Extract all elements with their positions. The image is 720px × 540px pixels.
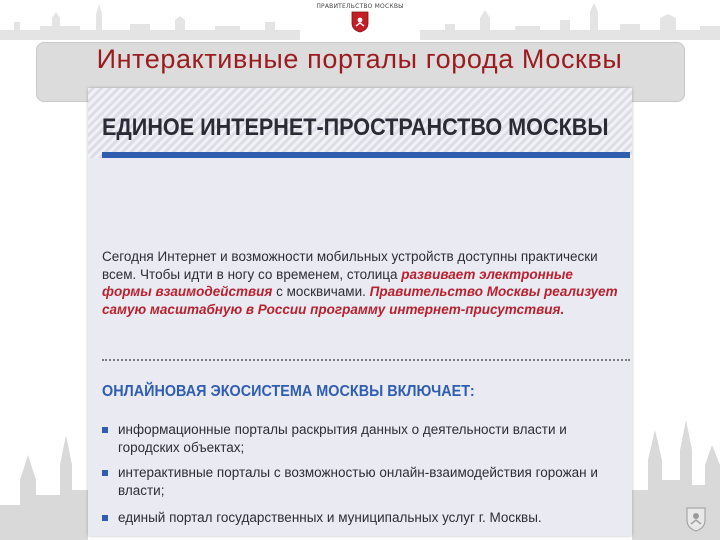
document-heading: ЕДИНОЕ ИНТЕРНЕТ-ПРОСТРАНСТВО МОСКВЫ [102, 114, 609, 141]
intro-highlight: Правительство Москвы реализует самую масштабную в России программу интернет-присутствия. [102, 284, 618, 317]
bullet-square-icon [102, 470, 108, 476]
government-label: ПРАВИТЕЛЬСТВО МОСКВЫ [316, 3, 404, 10]
list-item-text: интерактивные порталы с возможностью онлайн-взаимодействия горожан и власти; [118, 465, 598, 498]
intro-text: с москвичами. [272, 284, 370, 299]
bullet-square-icon [102, 515, 108, 521]
ecosystem-subheading: ОНЛАЙНОВАЯ ЭКОСИСТЕМА МОСКВЫ ВКЛЮЧАЕТ: [102, 383, 475, 400]
intro-highlight: развивает электронные формы взаимодействия [102, 266, 573, 299]
document-image [88, 88, 632, 536]
intro-paragraph [102, 248, 620, 318]
list-item-text: информационные порталы раскрытия данных о деятельности власти и городских объектах; [118, 422, 567, 455]
moscow-coat-of-arms-small-icon [685, 506, 707, 532]
bullet-square-icon [102, 427, 108, 433]
dotted-divider [102, 359, 630, 361]
moscow-coat-of-arms-icon [351, 11, 369, 33]
heading-rule [102, 152, 630, 158]
list-item-text: единый портал государственных и муниципальных услуг г. Москвы. [118, 510, 542, 525]
slide-title: Интерактивные порталы города Москвы [96, 44, 623, 74]
intro-text: Сегодня Интернет и возможности мобильных устройств доступны практически всем. Чтобы идти в ногу со временем, столица [102, 249, 598, 282]
